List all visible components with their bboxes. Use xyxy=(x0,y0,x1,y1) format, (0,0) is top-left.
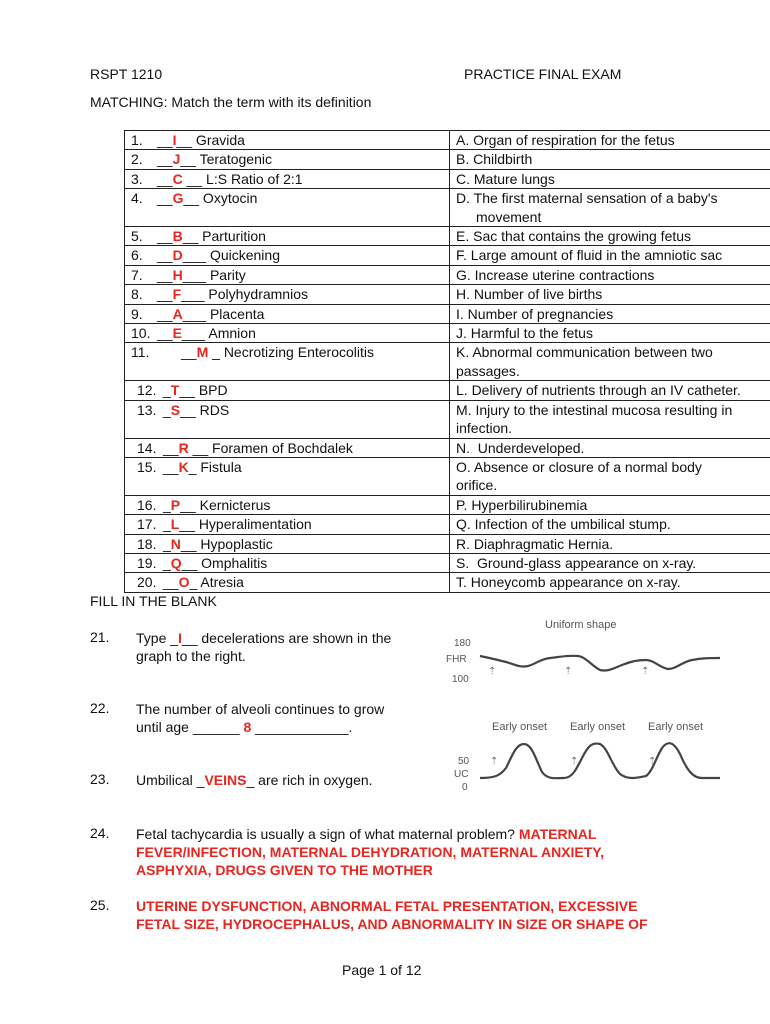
deceleration-graph-svg xyxy=(440,612,730,802)
matching-number: 20. xyxy=(137,574,157,591)
matching-definition: H. Number of live births xyxy=(456,286,603,303)
question-23-number: 23. xyxy=(90,771,110,787)
matching-definition: T. Honeycomb appearance on x-ray. xyxy=(456,574,681,591)
matching-definition-cell xyxy=(450,131,770,150)
matching-term xyxy=(157,228,266,244)
onset-label-2: Early onset xyxy=(570,721,626,733)
matching-row xyxy=(125,515,770,534)
matching-definition-cell xyxy=(450,324,770,343)
matching-table xyxy=(124,130,770,593)
matching-definition: orifice. xyxy=(456,477,498,494)
matching-term xyxy=(157,325,256,341)
matching-number: 4. xyxy=(131,190,143,207)
matching-definition-cell xyxy=(450,553,770,572)
matching-definition-cell xyxy=(450,381,770,400)
question-22-number: 22. xyxy=(90,700,110,716)
matching-row xyxy=(125,400,770,438)
matching-term-text: ___ Parity xyxy=(182,266,246,283)
matching-term-text: __ Foramen of Bochdalek xyxy=(188,439,353,456)
matching-number: 7. xyxy=(131,266,143,283)
matching-blank-prefix: __ xyxy=(157,228,173,245)
question-24-number: 24. xyxy=(90,825,110,841)
matching-answer: C xyxy=(172,170,183,187)
matching-term-text: __ BPD xyxy=(179,382,228,399)
question-21-prefix: Type _ xyxy=(136,630,179,646)
matching-number: 5. xyxy=(131,228,143,245)
matching-number: 15. xyxy=(137,458,157,475)
matching-row xyxy=(125,246,770,265)
matching-term-text: __ Gravida xyxy=(176,132,245,148)
matching-definition-cell xyxy=(450,495,770,514)
matching-definition-cell xyxy=(450,189,770,227)
matching-definition: G. Increase uterine contractions xyxy=(456,266,655,283)
onset-label-1: Early onset xyxy=(492,721,548,733)
matching-term xyxy=(157,190,257,206)
matching-row xyxy=(125,265,770,284)
fhr-bottom-label: 100 xyxy=(452,674,469,685)
matching-number: 16. xyxy=(137,496,157,513)
matching-definition: S. Ground-glass appearance on x-ray. xyxy=(456,554,697,571)
question-22-prefix: until age ______ xyxy=(136,719,244,735)
matching-blank-prefix: _ xyxy=(163,496,171,513)
question-25-answer-line2: FETAL SIZE, HYDROCEPHALUS, AND ABNORMALITY IN SIZE OR SHAPE OF xyxy=(136,916,648,932)
question-22-line1: The number of alveoli continues to grow xyxy=(136,701,385,717)
matching-row xyxy=(125,150,770,169)
question-24-answer-line2: FEVER/INFECTION, MATERNAL DEHYDRATION, MATERNAL ANXIETY, xyxy=(136,844,604,860)
fhr-tracing xyxy=(480,656,720,671)
matching-term xyxy=(157,247,280,263)
fhr-label: FHR xyxy=(446,654,467,665)
matching-row xyxy=(125,457,770,495)
question-23-answer: VEINS xyxy=(204,772,247,788)
matching-blank-prefix: __ xyxy=(181,344,197,361)
deceleration-graph xyxy=(440,612,730,802)
matching-definition-cell xyxy=(450,534,770,553)
matching-number: 11. xyxy=(131,344,150,361)
question-24-text: Fetal tachycardia is usually a sign of what maternal problem? xyxy=(136,826,519,842)
question-24-answer-line1: MATERNAL xyxy=(518,826,597,842)
matching-term xyxy=(157,286,308,302)
matching-blank-prefix: __ xyxy=(157,247,173,264)
matching-definition-cell xyxy=(450,343,770,381)
matching-term-cell xyxy=(125,304,450,323)
matching-definition: I. Number of pregnancies xyxy=(456,305,614,322)
matching-row xyxy=(125,495,770,514)
fill-in-heading: FILL IN THE BLANK xyxy=(90,593,217,609)
matching-number: 8. xyxy=(131,286,143,303)
matching-term-text: _ Fistula xyxy=(188,458,242,475)
matching-definition-cell xyxy=(450,438,770,457)
matching-row xyxy=(125,573,770,592)
matching-row xyxy=(125,324,770,343)
matching-blank-prefix: __ xyxy=(157,132,173,148)
question-22-answer: 8 xyxy=(243,719,252,735)
matching-term-cell xyxy=(125,457,450,495)
matching-answer: L xyxy=(170,516,180,533)
onset-label-3: Early onset xyxy=(648,721,704,733)
matching-term-cell xyxy=(125,515,450,534)
matching-definition-cell xyxy=(450,227,770,246)
matching-blank-prefix: _ xyxy=(163,554,171,571)
matching-answer: G xyxy=(172,190,184,207)
matching-definition: passages. xyxy=(456,362,520,379)
matching-term xyxy=(157,151,272,167)
matching-blank-prefix: __ xyxy=(157,305,173,322)
matching-number: 3. xyxy=(131,170,143,187)
question-25-answer-line1: UTERINE DYSFUNCTION, ABNORMAL FETAL PRESENTATION, EXCESSIVE xyxy=(136,898,638,914)
matching-number: 9. xyxy=(131,305,143,322)
matching-answer: O xyxy=(178,574,190,591)
matching-definition-cell xyxy=(450,573,770,592)
matching-term-text: ___ Placenta xyxy=(182,305,265,322)
question-23 xyxy=(136,771,373,789)
matching-row xyxy=(125,438,770,457)
matching-term-text: _ Necrotizing Enterocolitis xyxy=(208,344,374,361)
matching-row xyxy=(125,189,770,227)
page-number: Page 1 of 12 xyxy=(342,962,422,978)
question-21-answer: I xyxy=(178,630,182,646)
matching-definition-cell xyxy=(450,246,770,265)
matching-definition: movement xyxy=(476,208,542,225)
matching-term-text: __ Teratogenic xyxy=(180,151,272,168)
question-24 xyxy=(136,825,604,879)
matching-row xyxy=(125,227,770,246)
matching-term xyxy=(163,497,270,513)
matching-answer: S xyxy=(170,401,181,418)
matching-row xyxy=(125,381,770,400)
matching-definition-cell xyxy=(450,400,770,438)
question-25-number: 25. xyxy=(90,897,110,913)
matching-answer: H xyxy=(172,266,183,283)
matching-term-text: __ L:S Ratio of 2:1 xyxy=(182,170,303,187)
matching-term xyxy=(157,171,303,187)
matching-blank-prefix: __ xyxy=(157,266,173,283)
matching-number: 1. xyxy=(131,132,143,148)
matching-term xyxy=(163,440,353,456)
matching-term-cell xyxy=(125,131,450,150)
question-23-prefix: Umbilical _ xyxy=(136,772,205,788)
matching-term-cell xyxy=(125,227,450,246)
matching-definition: R. Diaphragmatic Hernia. xyxy=(456,535,614,552)
matching-answer: B xyxy=(172,228,183,245)
fhr-arrow-2: ⇡ xyxy=(564,666,573,677)
matching-term xyxy=(163,516,312,532)
question-21-suffix: __ decelerations are shown in the xyxy=(181,630,392,646)
matching-blank-prefix: __ xyxy=(157,325,173,342)
matching-answer: M xyxy=(196,344,209,361)
matching-row xyxy=(125,169,770,188)
matching-blank-prefix: __ xyxy=(163,458,179,475)
matching-definition: E. Sac that contains the growing fetus xyxy=(456,228,692,245)
matching-definition-cell xyxy=(450,515,770,534)
matching-instruction: MATCHING: Match the term with its definition xyxy=(90,94,372,110)
matching-answer: I xyxy=(172,132,177,148)
matching-term xyxy=(163,459,242,475)
matching-definition: Q. Infection of the umbilical stump. xyxy=(456,516,671,533)
question-22 xyxy=(136,700,384,736)
matching-term-cell xyxy=(125,495,450,514)
matching-definition: K. Abnormal communication between two xyxy=(456,344,713,361)
matching-term xyxy=(157,267,246,283)
matching-term-text: _ Atresia xyxy=(189,574,244,591)
fhr-arrow-3: ⇡ xyxy=(641,666,650,677)
uc-arrow-3: ⇡ xyxy=(648,756,657,767)
matching-answer: F xyxy=(172,286,182,303)
uc-top-label: 50 xyxy=(458,756,470,767)
question-25 xyxy=(136,897,648,933)
matching-definition: infection. xyxy=(456,420,513,437)
matching-term-text: __ Hypoplastic xyxy=(180,535,273,552)
matching-definition: A. Organ of respiration for the fetus xyxy=(456,132,675,148)
matching-term-text: __ Parturition xyxy=(182,228,266,245)
matching-term-cell xyxy=(125,343,450,381)
matching-number: 17. xyxy=(137,516,157,533)
matching-definition-cell xyxy=(450,304,770,323)
matching-term-cell xyxy=(125,285,450,304)
exam-title: PRACTICE FINAL EXAM xyxy=(464,66,622,82)
matching-definition: D. The first maternal sensation of a baby's xyxy=(456,190,718,207)
matching-number: 2. xyxy=(131,151,143,168)
matching-answer: K xyxy=(178,458,189,475)
matching-definition: L. Delivery of nutrients through an IV catheter. xyxy=(456,382,741,399)
matching-definition: C. Mature lungs xyxy=(456,170,555,187)
matching-answer: P xyxy=(170,496,181,513)
matching-definition: B. Childbirth xyxy=(456,151,533,168)
matching-term-cell xyxy=(125,246,450,265)
matching-answer: D xyxy=(172,247,183,264)
matching-definition: O. Absence or closure of a normal body xyxy=(456,458,702,475)
matching-term xyxy=(163,574,244,590)
uc-label: UC xyxy=(454,769,469,780)
uc-arrow-2: ⇡ xyxy=(570,756,579,767)
matching-term-cell xyxy=(125,400,450,438)
matching-term-cell xyxy=(125,381,450,400)
matching-answer: E xyxy=(172,325,182,342)
question-21-line2: graph to the right. xyxy=(136,648,246,664)
matching-term xyxy=(163,382,228,398)
matching-term-cell xyxy=(125,265,450,284)
matching-row xyxy=(125,553,770,572)
matching-term-cell xyxy=(125,553,450,572)
matching-term xyxy=(157,344,374,360)
matching-definition-cell xyxy=(450,265,770,284)
matching-number: 19. xyxy=(137,554,157,571)
uc-tracing xyxy=(480,743,720,778)
matching-definition-cell xyxy=(450,169,770,188)
matching-term xyxy=(157,306,264,322)
matching-definition: P. Hyperbilirubinemia xyxy=(456,496,588,513)
matching-term xyxy=(163,402,229,418)
matching-blank-prefix: _ xyxy=(163,516,171,533)
matching-row xyxy=(125,131,770,150)
matching-term-cell xyxy=(125,534,450,553)
matching-definition: J. Harmful to the fetus xyxy=(456,325,593,342)
matching-blank-prefix: __ xyxy=(157,286,173,303)
matching-number: 12. xyxy=(137,382,157,399)
matching-term-text: __ Oxytocin xyxy=(183,190,258,207)
matching-term xyxy=(163,536,273,552)
graph-title: Uniform shape xyxy=(545,619,617,631)
matching-term-cell xyxy=(125,169,450,188)
course-code: RSPT 1210 xyxy=(90,66,163,82)
matching-blank-prefix: _ xyxy=(163,401,171,418)
matching-number: 14. xyxy=(137,439,157,456)
matching-term-cell xyxy=(125,324,450,343)
matching-blank-prefix: __ xyxy=(163,439,179,456)
matching-answer: Q xyxy=(170,554,182,571)
matching-row xyxy=(125,534,770,553)
matching-term xyxy=(163,555,267,571)
matching-term-text: __ Hyperalimentation xyxy=(179,516,312,533)
matching-term-text: __ Omphalitis xyxy=(181,554,268,571)
matching-definition: N. Underdeveloped. xyxy=(456,439,585,456)
matching-blank-prefix: __ xyxy=(163,574,179,591)
matching-row xyxy=(125,304,770,323)
question-21-number: 21. xyxy=(90,629,110,645)
matching-row xyxy=(125,285,770,304)
matching-term-text: ___ Amnion xyxy=(181,325,256,342)
matching-term-cell xyxy=(125,438,450,457)
matching-definition: M. Injury to the intestinal mucosa resulting in xyxy=(456,401,733,418)
matching-blank-prefix: __ xyxy=(157,190,173,207)
question-22-suffix: ____________. xyxy=(251,719,353,735)
matching-term-cell xyxy=(125,573,450,592)
fhr-top-label: 180 xyxy=(454,638,471,649)
matching-term-text: ___ Polyhydramnios xyxy=(181,286,308,303)
uc-bottom-label: 0 xyxy=(462,782,468,793)
matching-blank-prefix: _ xyxy=(163,382,171,399)
matching-blank-prefix: _ xyxy=(163,535,171,552)
uc-arrow-1: ⇡ xyxy=(490,756,499,767)
matching-term xyxy=(157,132,245,148)
matching-answer: J xyxy=(172,151,181,168)
matching-answer: R xyxy=(178,439,189,456)
matching-term-text: ___ Quickening xyxy=(182,247,280,264)
matching-term-text: __ Kernicterus xyxy=(180,496,271,513)
fhr-arrow-1: ⇡ xyxy=(488,666,497,677)
matching-number: 18. xyxy=(137,535,157,552)
matching-definition-cell xyxy=(450,457,770,495)
matching-answer: T xyxy=(170,382,180,399)
matching-term-text: __ RDS xyxy=(180,401,230,418)
matching-definition: F. Large amount of fluid in the amniotic sac xyxy=(456,247,723,264)
question-23-suffix: _ are rich in oxygen. xyxy=(246,772,373,788)
matching-number: 10. xyxy=(131,325,151,342)
matching-number: 13. xyxy=(137,401,157,418)
matching-blank-prefix: __ xyxy=(157,170,173,187)
matching-number: 6. xyxy=(131,247,143,264)
matching-blank-prefix: __ xyxy=(157,151,173,168)
matching-row xyxy=(125,343,770,381)
matching-definition-cell xyxy=(450,150,770,169)
question-21 xyxy=(136,629,391,665)
question-24-answer-line3: ASPHYXIA, DRUGS GIVEN TO THE MOTHER xyxy=(136,862,433,878)
matching-definition-cell xyxy=(450,285,770,304)
matching-answer: A xyxy=(172,305,183,322)
matching-term-cell xyxy=(125,150,450,169)
matching-term-cell xyxy=(125,189,450,227)
matching-answer: N xyxy=(170,535,181,552)
